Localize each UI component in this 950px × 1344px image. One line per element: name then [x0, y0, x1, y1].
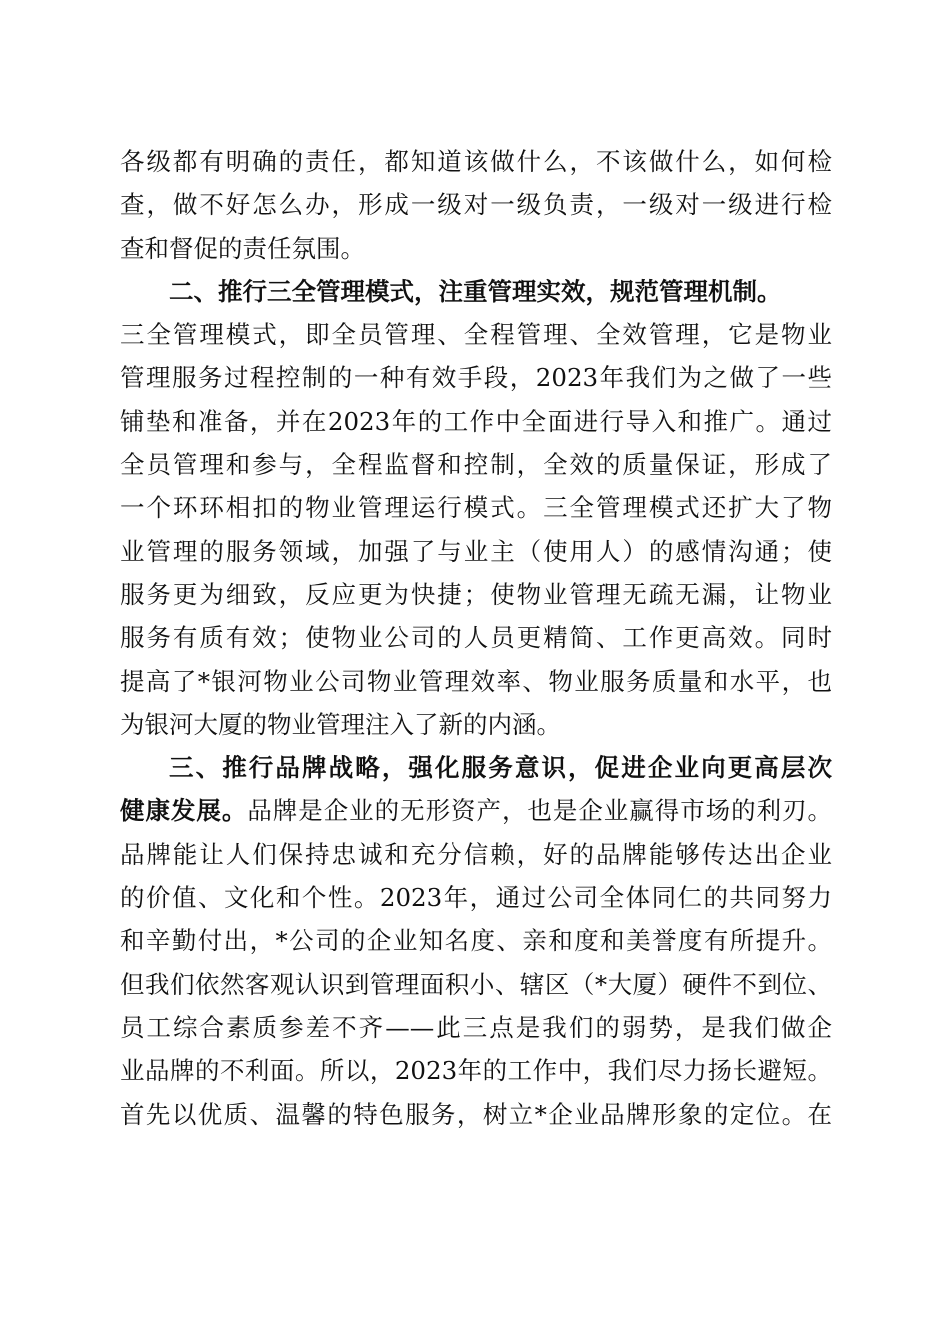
text-line: 各级都有明确的责任，都知道该做什么，不该做什么，如何检	[120, 147, 832, 176]
text-line: 为银河大厦的物业管理注入了新的内涵。	[120, 709, 561, 739]
text-line: 和辛勤付出，*公司的企业知名度、亲和度和美誉度有所提升。	[120, 926, 832, 956]
text-line: 但我们依然客观认识到管理面积小、辖区（*大厦）硬件不到位、	[120, 969, 832, 999]
text-line: 首先以优质、温馨的特色服务，树立*企业品牌形象的定位。在	[120, 1099, 832, 1129]
text-line: 查和督促的责任氛围。	[120, 233, 365, 263]
paragraph-responsibility	[120, 140, 832, 270]
text-line: 业管理的服务领域，加强了与业主（使用人）的感情沟通；使	[120, 536, 832, 566]
text-line: 业品牌的不利面。所以，2023年的工作中，我们尽力扬长避短。	[120, 1056, 832, 1086]
text-line: 一个环环相扣的物业管理运行模式。三全管理模式还扩大了物	[120, 493, 832, 523]
text-line: 员工综合素质参差不齐——此三点是我们的弱势，是我们做企	[120, 1012, 832, 1042]
section-three-all-management	[120, 270, 832, 746]
text-line: 服务更为细致，反应更为快捷；使物业管理无疏无漏，让物业	[120, 579, 832, 609]
text-line	[120, 789, 832, 832]
section-brand-strategy	[120, 746, 832, 1136]
text-line: 查，做不好怎么办，形成一级对一级负责，一级对一级进行检	[120, 190, 832, 220]
section-heading: 三、推行品牌战略，强化服务意识，促进企业向更高层次	[169, 753, 832, 783]
section-heading: 二、推行三全管理模式，注重管理实效，规范管理机制。	[169, 276, 782, 306]
text-line: 全员管理和参与，全程监督和控制，全效的质量保证，形成了	[120, 450, 832, 480]
section-heading-continuation: 健康发展。	[120, 796, 248, 826]
text-line: 品牌能让人们保持忠诚和充分信赖，好的品牌能够传达出企业	[120, 839, 832, 869]
text-line: 的价值、文化和个性。2023年，通过公司全体同仁的共同努力	[120, 883, 832, 913]
text-line: 铺垫和准备，并在2023年的工作中全面进行导入和推广。通过	[120, 406, 832, 436]
text-line: 提高了*银河物业公司物业管理效率、物业服务质量和水平，也	[120, 666, 832, 696]
text-line: 管理服务过程控制的一种有效手段，2023年我们为之做了一些	[120, 363, 832, 393]
text-line: 服务有质有效；使物业公司的人员更精简、工作更高效。同时	[120, 623, 832, 653]
document-page	[120, 140, 832, 1136]
text-run: 品牌是企业的无形资产，也是企业赢得市场的利刃。	[247, 796, 833, 826]
text-line: 三全管理模式，即全员管理、全程管理、全效管理，它是物业	[120, 320, 832, 350]
